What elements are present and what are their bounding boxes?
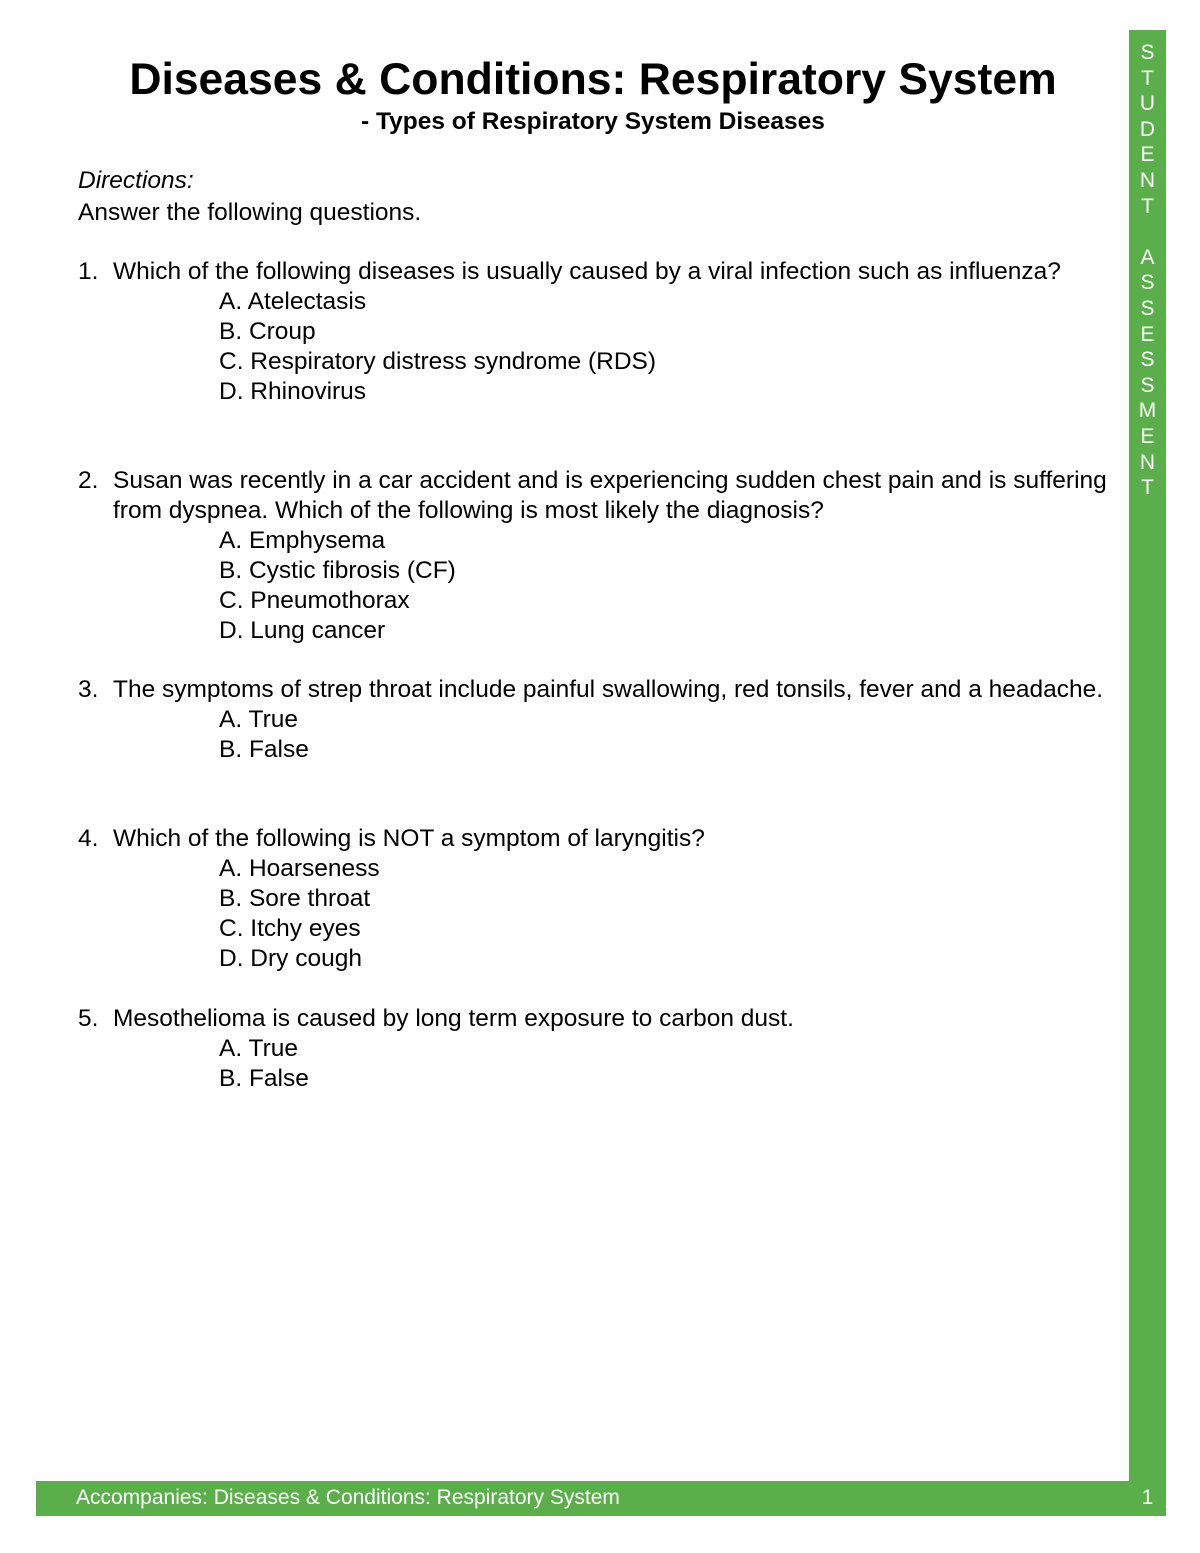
answer-options	[78, 1034, 1108, 1094]
footer-text: Accompanies: Diseases & Conditions: Respiratory System	[76, 1486, 620, 1509]
answer-option: B. Croup	[219, 318, 316, 345]
directions-text: Answer the following questions.	[78, 199, 422, 226]
answer-option: C. Respiratory distress syndrome (RDS)	[219, 348, 657, 375]
answer-option: A. True	[219, 1035, 298, 1062]
side-banner	[1129, 30, 1166, 1482]
question-text: Which of the following diseases is usually caused by a viral infection such as influenza?	[113, 258, 1061, 285]
answer-option: B. Sore throat	[219, 885, 371, 912]
answer-options	[78, 705, 1108, 765]
answer-option: B. Cystic fibrosis (CF)	[219, 557, 456, 584]
question-number: 4.	[78, 825, 99, 852]
answer-options	[78, 854, 1108, 974]
question-number: 3.	[78, 676, 99, 703]
answer-option: D. Lung cancer	[219, 617, 386, 644]
page-title: Diseases & Conditions: Respiratory System	[129, 55, 1057, 104]
answer-option: A. Hoarseness	[219, 855, 380, 882]
question-text: Which of the following is NOT a symptom of laryngitis?	[113, 825, 705, 852]
answer-options	[78, 287, 1108, 407]
side-banner-label: S T U D E N T A S S E S S M E N T	[1138, 41, 1157, 500]
question-4	[78, 824, 1108, 974]
answer-option: C. Itchy eyes	[219, 915, 361, 942]
question-1	[78, 257, 1108, 407]
question-number: 5.	[78, 1005, 99, 1032]
question-2	[78, 466, 1108, 646]
question-5	[78, 1004, 1108, 1094]
question-number: 2.	[78, 467, 99, 494]
directions-label: Directions:	[78, 167, 194, 194]
answer-option: A. Emphysema	[219, 527, 386, 554]
question-text: Susan was recently in a car accident and is experiencing sudden chest pain and is suffering from dyspnea. Which of the following is most likely the diagnosis?	[113, 467, 1107, 524]
answer-options	[78, 526, 1108, 646]
answer-option: A. Atelectasis	[219, 288, 367, 315]
page-number: 1	[1141, 1486, 1154, 1509]
footer-bar	[36, 1481, 1166, 1516]
answer-option: C. Pneumothorax	[219, 587, 410, 614]
question-3	[78, 675, 1108, 765]
answer-option: D. Dry cough	[219, 945, 362, 972]
page-subtitle: - Types of Respiratory System Diseases	[361, 108, 825, 135]
answer-option: B. False	[219, 1065, 309, 1092]
answer-option: D. Rhinovirus	[219, 378, 367, 405]
question-text: Mesothelioma is caused by long term exposure to carbon dust.	[113, 1005, 794, 1032]
question-text: The symptoms of strep throat include painful swallowing, red tonsils, fever and a headache.	[113, 676, 1104, 703]
question-number: 1.	[78, 258, 99, 285]
answer-option: B. False	[219, 736, 309, 763]
answer-option: A. True	[219, 706, 298, 733]
